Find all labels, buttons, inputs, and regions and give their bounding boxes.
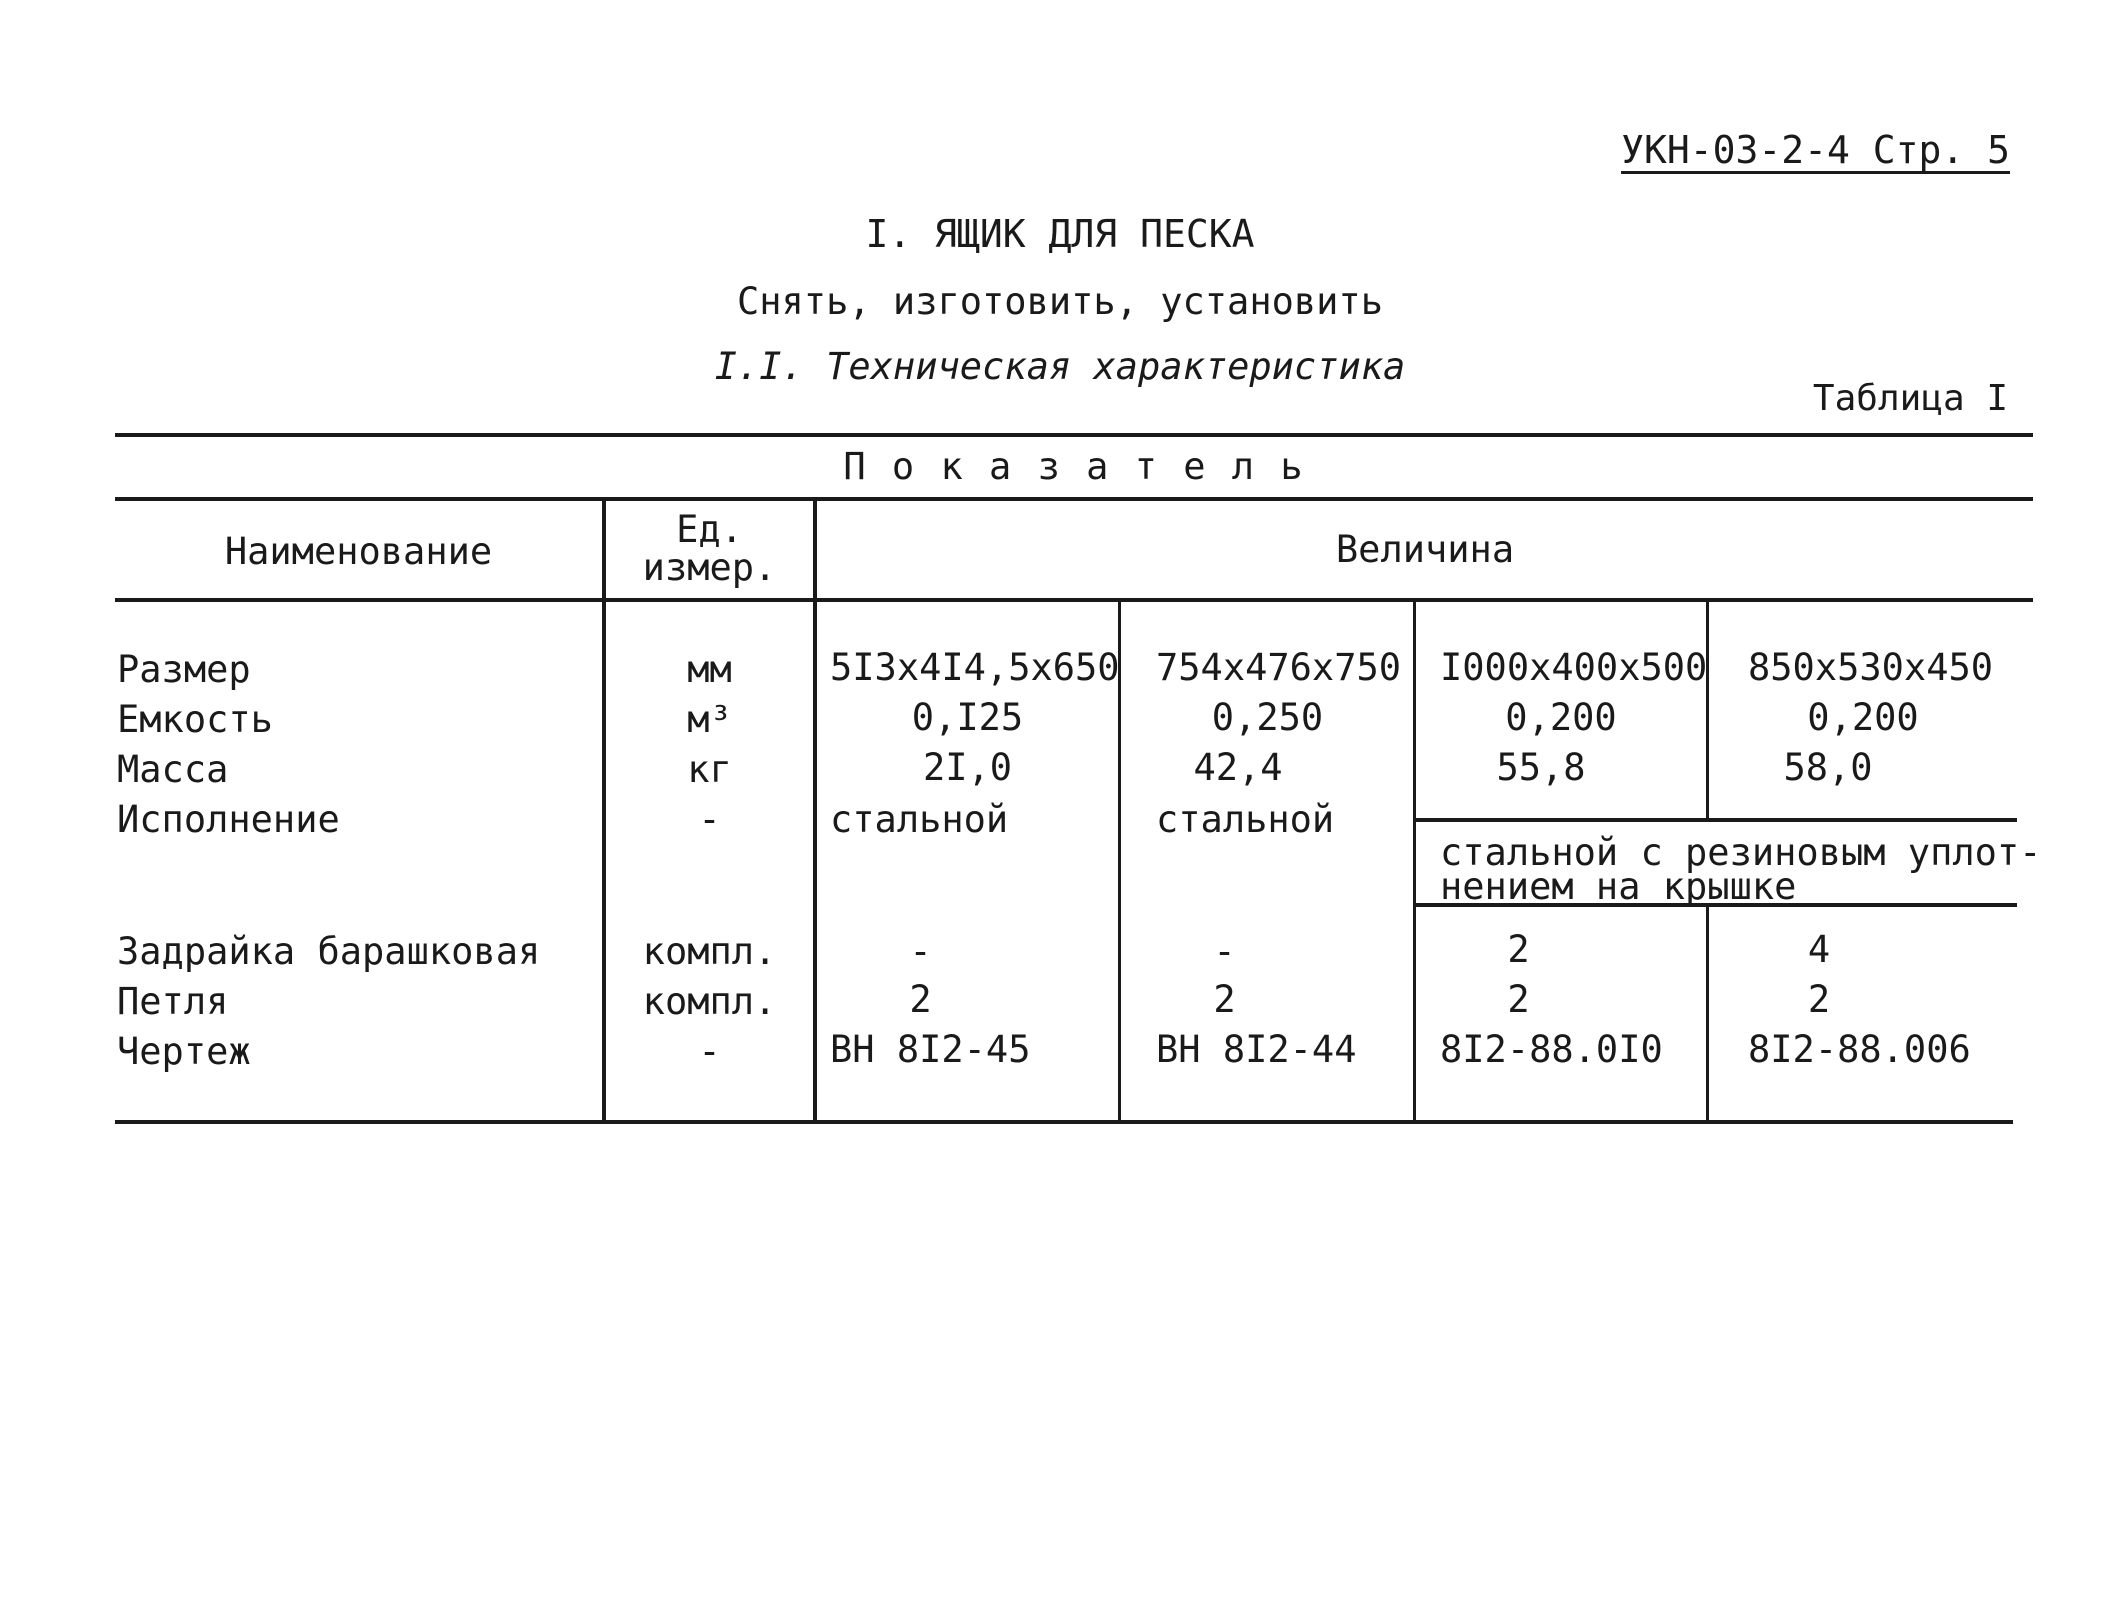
row-name: Исполнение — [117, 798, 340, 841]
cell-value: стальной — [1156, 798, 1335, 841]
cell-value: 0,200 — [1505, 696, 1617, 739]
cell-value: 8I2-88.0I0 — [1440, 1028, 1663, 1071]
cell-value: 58,0 — [1783, 746, 1873, 789]
cell-value: 2I,0 — [922, 746, 1013, 789]
cell-value: BH 8I2-45 — [830, 1028, 1031, 1071]
row-unit: - — [698, 798, 721, 841]
row-name: Масса — [117, 748, 229, 791]
row-unit: компл. — [642, 980, 777, 1023]
col-rule-unit — [813, 497, 817, 1122]
merged-cell-line2: нением на крышке — [1440, 865, 1797, 908]
cell-value: 2 — [1807, 978, 1831, 1021]
cell-value: BH 8I2-44 — [1156, 1028, 1357, 1071]
row-unit: компл. — [642, 930, 777, 973]
cell-value: 2 — [1213, 978, 1236, 1021]
cell-value: - — [909, 930, 932, 973]
row-name: Размер — [117, 648, 251, 691]
header-unit-line2: измер. — [642, 546, 777, 589]
row-name: Задрайка барашковая — [117, 930, 541, 973]
document-code: УКН-03-2-4 Стр. 5 — [1621, 128, 2010, 172]
table-bottom-rule — [115, 1120, 2013, 1124]
cell-value: 2 — [1507, 978, 1530, 1021]
row-unit: м³ — [687, 698, 732, 741]
row-unit: мм — [687, 648, 732, 691]
cell-value: 5I3x4I4,5x650 — [830, 646, 1120, 689]
header-unit-line1: Ед. — [676, 508, 743, 551]
row-name: Петля — [117, 980, 229, 1023]
subsection-title: I.I. Техническая характеристика — [714, 345, 1406, 388]
cell-value: стальной — [830, 798, 1009, 841]
table-top-rule — [115, 433, 2033, 437]
cell-value: 2 — [1507, 928, 1530, 971]
cell-value: 42,4 — [1193, 746, 1283, 789]
cell-value: 0,I25 — [911, 696, 1024, 739]
cell-value: 2 — [909, 978, 932, 1021]
section-title: I. ЯЩИК ДЛЯ ПЕСКА — [865, 212, 1255, 256]
row-unit: кг — [687, 748, 732, 791]
header-bottom-rule — [115, 598, 2033, 602]
merged-cell-top-rule — [1415, 818, 2017, 822]
cell-value: 4 — [1807, 928, 1831, 971]
cell-value: 0,200 — [1807, 696, 1919, 739]
merged-cell-line1: стальной с резиновым уплот- — [1440, 831, 2042, 874]
table-label: Таблица I — [1812, 378, 2008, 419]
row-unit: - — [698, 1030, 721, 1073]
group-header-rule — [115, 497, 2033, 501]
cell-value: 754x476x750 — [1156, 646, 1402, 689]
group-header: П о к а з а т е л ь — [843, 445, 1305, 488]
cell-value: 850x530x450 — [1748, 646, 1994, 689]
header-name: Наименование — [224, 530, 493, 573]
header-value: Величина — [1335, 528, 1515, 571]
row-name: Емкость — [117, 698, 273, 741]
cell-value: 0,250 — [1211, 696, 1324, 739]
col-rule-v2 — [1413, 600, 1416, 1122]
cell-value: - — [1213, 930, 1236, 973]
section-subtitle: Снять, изготовить, установить — [736, 280, 1383, 323]
cell-value: 8I2-88.006 — [1748, 1028, 1971, 1071]
row-name: Чертеж — [117, 1030, 251, 1073]
cell-value: I000x400x500 — [1440, 646, 1708, 689]
cell-value: 55,8 — [1496, 746, 1586, 789]
